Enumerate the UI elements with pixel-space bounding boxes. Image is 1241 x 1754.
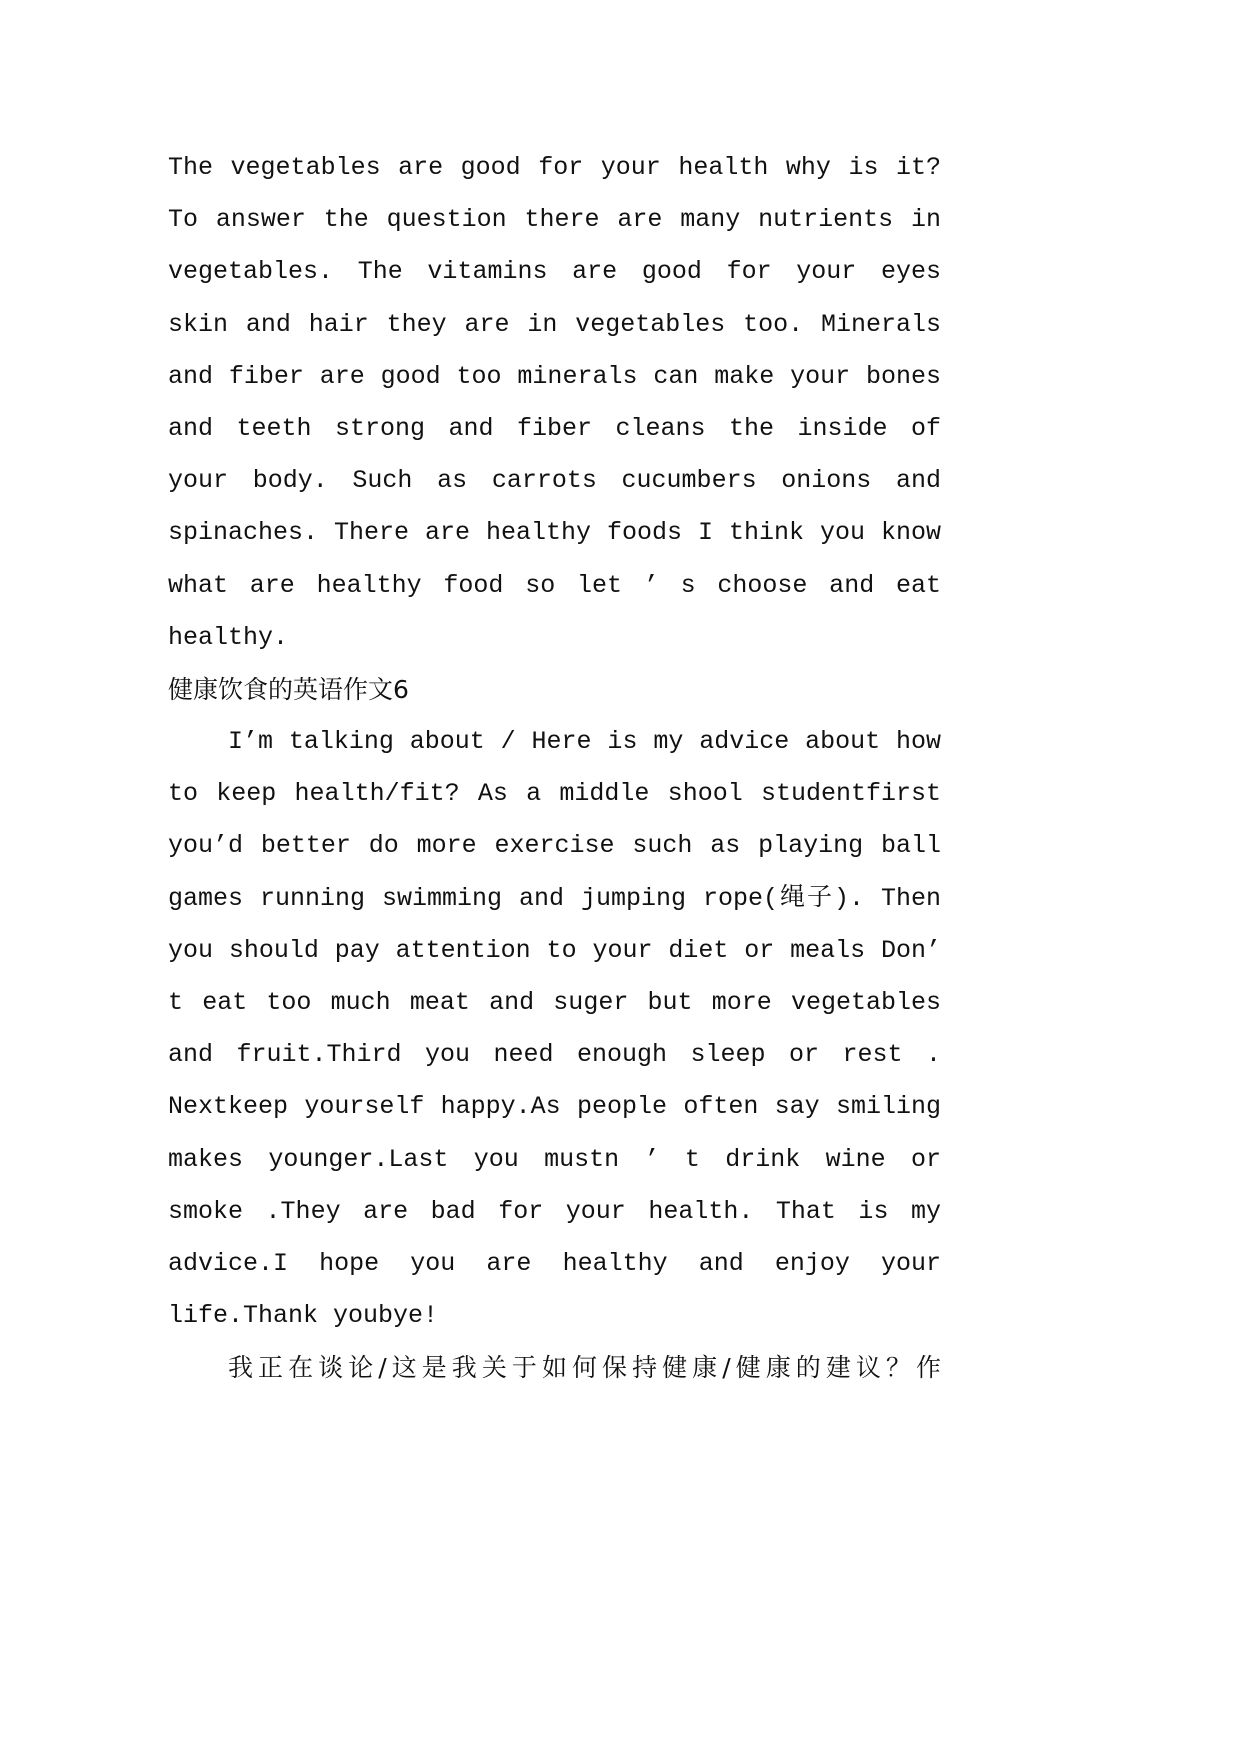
text-line: games running swimming and jumping rope(绳子). Then	[168, 883, 941, 913]
section-heading: 健康饮食的英语作文6	[168, 674, 409, 704]
text-line: your body. Such as carrots cucumbers onions and	[168, 466, 941, 496]
document-page	[168, 142, 941, 1395]
text-line: and fruit.Third you need enough sleep or rest .	[168, 1040, 941, 1070]
text-line: healthy.	[168, 622, 289, 652]
text-line: 我正在谈论/这是我关于如何保持健康/健康的建议？作	[228, 1353, 941, 1383]
text-line: advice.I hope you are healthy and enjoy your	[168, 1248, 941, 1278]
text-line: what are healthy food so let ’ s choose and eat	[168, 570, 941, 600]
text-line: The vegetables are good for your health why is it?	[168, 153, 941, 182]
text-line: t eat too much meat and suger but more vegetables	[168, 988, 941, 1017]
text-line: vegetables. The vitamins are good for your eyes	[168, 257, 941, 287]
text-line: spinaches. There are healthy foods I think you know	[168, 518, 941, 548]
text-line: I’m talking about / Here is my advice about how	[228, 727, 941, 757]
text-line: To answer the question there are many nutrients in	[168, 205, 941, 235]
text-line: smoke .They are bad for your health. That is my	[168, 1196, 941, 1226]
text-line: you should pay attention to your diet or meals Don’	[168, 935, 941, 965]
paragraph-chinese-translation	[168, 1342, 941, 1394]
paragraph-vegetables	[168, 142, 941, 664]
text-line: Nextkeep yourself happy.As people often say smiling	[168, 1092, 941, 1122]
paragraph-advice	[168, 716, 941, 1342]
text-line: to keep health/fit? As a middle shool studentfirst	[168, 779, 941, 809]
text-line: and fiber are good too minerals can make your bones	[168, 361, 941, 391]
text-line: life.Thank youbye!	[168, 1301, 439, 1331]
text-line: and teeth strong and fiber cleans the inside of	[168, 413, 941, 443]
text-line: skin and hair they are in vegetables too. Minerals	[168, 309, 941, 339]
text-line: you’d better do more exercise such as playing ball	[168, 831, 941, 861]
text-line: makes younger.Last you mustn ’ t drink wine or	[168, 1144, 941, 1174]
